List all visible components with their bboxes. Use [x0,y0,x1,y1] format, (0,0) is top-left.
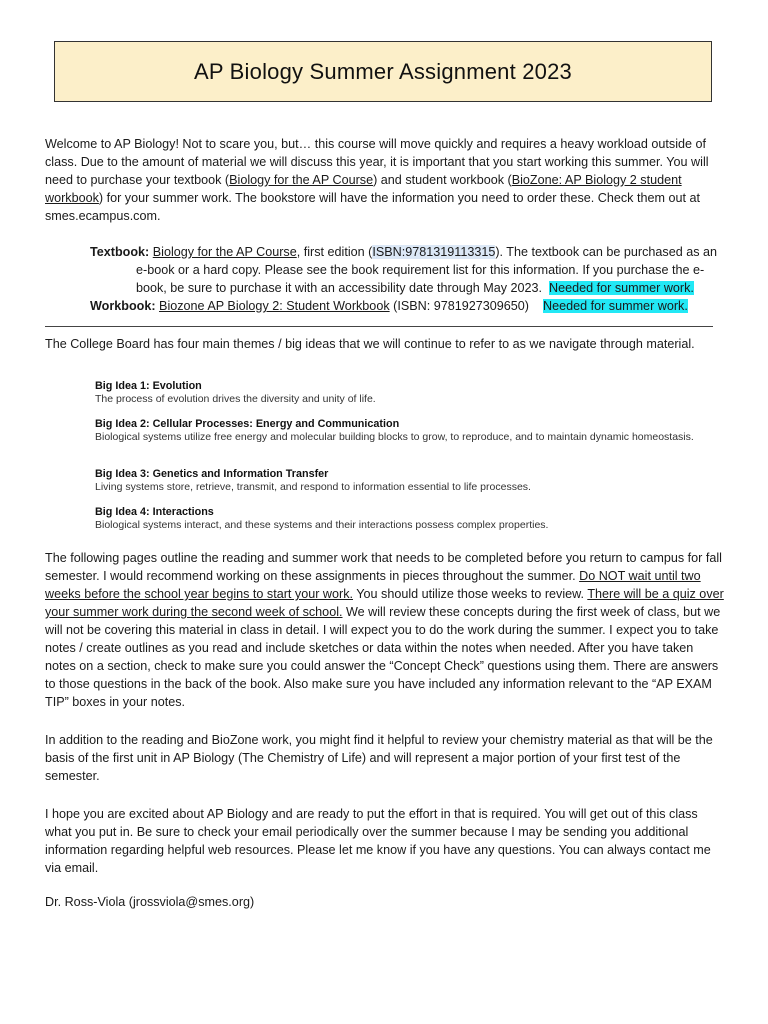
workbook-line [90,297,688,315]
big-idea-heading: Big Idea 4: Interactions [95,506,214,518]
textbook-title-link: Biology for the AP Course [229,173,374,187]
outline-warning-underlined: Do NOT wait until two weeks before the school year begins to start your work. [45,569,701,601]
workbook-label: Workbook: [90,299,156,313]
textbook-line1-rest: ). The textbook can be purchased as an [495,245,718,259]
signature: Dr. Ross-Viola (jrossviola@smes.org) [45,895,255,909]
page-title: AP Biology Summer Assignment 2023 [194,58,572,84]
intro-text: Welcome to AP Biology! Not to scare you, but… this course will move quickly and requires a heavy workload outside of class. Due to the amount of material we will discuss this year, it is important that you start working this summer. You will need to purchase your textbook ( [45,137,709,187]
workbook-name: Biozone AP Biology 2: Student Workbook [159,299,390,313]
outline-text-2: You should utilize those weeks to review. [353,587,588,601]
textbook-edition: , first edition ( [296,245,373,259]
textbook-name: Biology for the AP Course [152,245,297,259]
textbook-line-2: e-book or a hard copy. Please see the book requirement list for this information. If you purchase the e- [136,263,705,277]
big-idea-3 [95,468,715,494]
textbook-line-1 [90,243,717,261]
outline-paragraph [45,549,725,711]
big-idea-1 [95,380,715,406]
chemistry-paragraph: In addition to the reading and BioZone work, you might find it helpful to review your chemistry material as that will be the basis of the first unit in AP Biology (The Chemistry of Life) and will represent a major portion of your first test of the semester. [45,733,713,783]
divider-line [45,326,713,327]
workbook-needed-note: Needed for summer work. [542,299,688,313]
textbook-isbn: ISBN:9781319113315 [372,245,496,259]
textbook-needed-note: Needed for summer work. [549,281,694,295]
closing-paragraph: I hope you are excited about AP Biology and are ready to put the effort in that is required. You will get out of this class what you put in. Be sure to check your email periodically over the summer because I may be sending you additional information regarding helpful web resources. Please let me know if you have any questions. You can always contact me via email. [45,807,711,875]
title-box [54,41,712,102]
big-idea-4 [95,506,715,532]
big-idea-heading: Big Idea 2: Cellular Processes: Energy and Communication [95,418,400,430]
outline-text: The following pages outline the reading and summer work that needs to be completed before you return to campus for fall semester. I would recommend working on these assignments in pieces throughout the summer. [45,551,722,583]
big-idea-desc: Living systems store, retrieve, transmit, and respond to information essential to life processes. [95,481,531,493]
intro-text-3: ) for your summer work. The bookstore will have the information you need to order these. Check them out at smes.ecampus.com. [45,191,700,223]
big-idea-desc: Biological systems utilize free energy and molecular building blocks to grow, to reproduce, and to maintain dynamic homeostasis. [95,431,694,443]
big-idea-desc: Biological systems interact, and these systems and their interactions possess complex properties. [95,519,549,531]
big-idea-heading: Big Idea 3: Genetics and Information Transfer [95,468,329,480]
intro-paragraph [45,135,725,225]
outline-text-3: We will review these concepts during the first week of class, but we will not be covering this material in class in detail. I will expect you to do the work during the summer. I expect you to take notes / create outlines as you read and include sketches or data within the notes when needed. After you have taken notes on a section, check to make sure you could answer the “Concept Check” questions using them. There are answers to those questions in the back of the book. Also make sure you have included any information relevant to the “AP EXAM TIP” boxes in your notes. [45,605,721,709]
workbook-isbn: (ISBN: 9781927309650) [389,299,529,313]
textbook-label: Textbook: [90,245,150,259]
big-idea-desc: The process of evolution drives the diversity and unity of life. [95,393,376,405]
big-idea-2 [95,418,715,444]
textbook-line-3 [136,279,694,297]
textbook-line3-text: book, be sure to purchase it with an accessibility date through May 2023. [136,281,543,295]
big-idea-heading: Big Idea 1: Evolution [95,380,202,392]
intro-text-2: ) and student workbook ( [373,173,512,187]
themes-intro: The College Board has four main themes / big ideas that we will continue to refer to as we navigate through material. [45,337,695,351]
outline-quiz-underlined: There will be a quiz over your summer work during the second week of school. [45,587,724,619]
workbook-title-link: BioZone: AP Biology 2 student workbook [45,173,682,205]
